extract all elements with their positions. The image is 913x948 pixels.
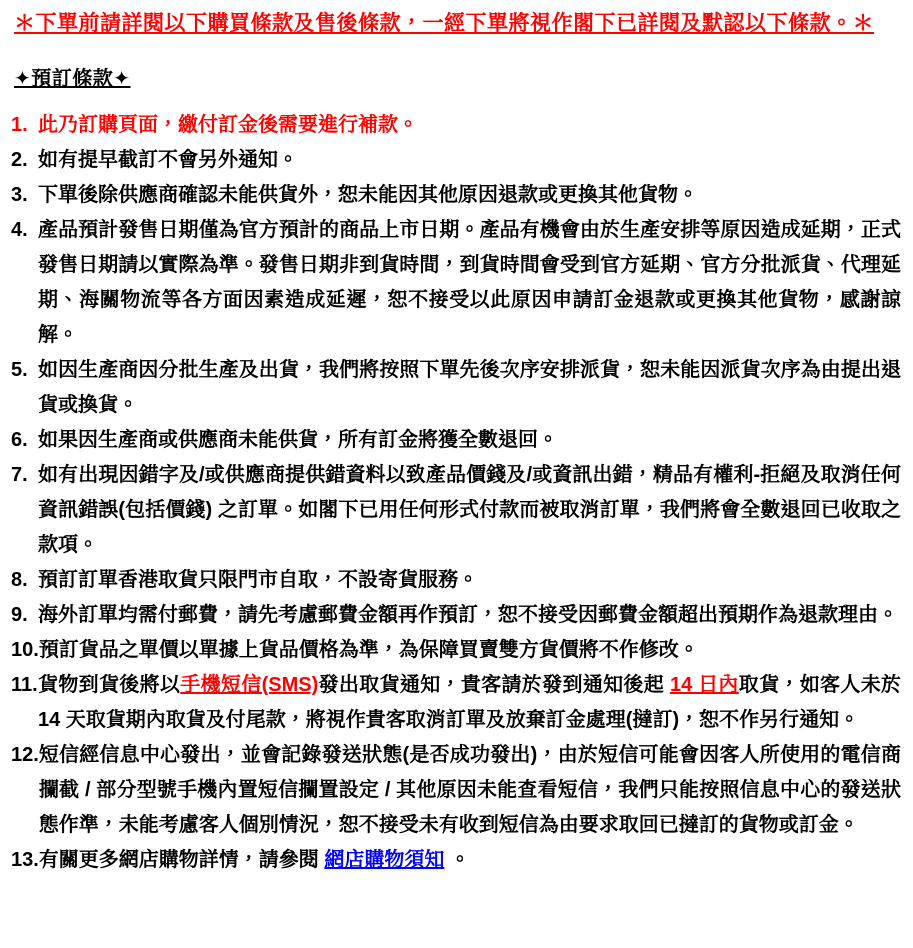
term-number: 2. [11,149,28,171]
term-item-2 [6,143,907,178]
term-text: 如有出現因錯字及/或供應商提供錯資料以致產品價錢及/或資訊出錯，精品有權利-拒絕及取消任何資訊錯誤(包括價錢) 之訂單。如閣下已用任何形式付款而被取消訂單，我們將會全數退回已收取之款項。 [38,464,901,556]
term-number: 8. [11,569,28,591]
pickup-deadline-highlight: 14 日內 [669,674,739,696]
term-text-segment: 取貨，如客人未於 14 天取貨期內取貨及付尾款，將視作貴客取消訂單及放棄訂金處理(撻訂)，恕不作另行通知。 [38,674,902,731]
term-item-12 [6,738,907,843]
terms-list [6,108,907,878]
term-item-5 [6,353,907,423]
term-text [38,668,907,738]
term-number: 5. [11,359,28,381]
term-number: 13. [11,849,39,871]
term-text: 短信經信息中心發出，並會記錄發送狀態(是否成功發出)，由於短信可能會因客人所使用的電信商攔截 / 部分型號手機內置短信攔置設定 / 其他原因未能查看短信，我們只能按照信息中心的發送狀態作準，未能考慮客人個別情況，恕不接受未有收到短信為由要求取回已撻訂的貨物或訂金。 [38,744,901,836]
term-item-8 [6,563,907,598]
term-text-segment: 貨物到貨後將以 [38,674,181,696]
term-item-4 [6,213,907,353]
term-text-segment: 。 [444,849,470,871]
sms-notice-highlight: 手機短信(SMS) [180,674,319,696]
term-text: 預訂訂單香港取貨只限門市自取，不設寄貨服務。 [38,569,478,591]
term-item-13 [6,843,907,878]
term-item-7 [6,458,907,563]
term-number: 12. [11,744,39,766]
term-item-1 [6,108,907,143]
term-item-3 [6,178,907,213]
section-title-row [14,62,907,91]
term-number: 1. [11,114,28,136]
term-number: 3. [11,184,28,206]
term-text: 如有提早截訂不會另外通知。 [38,149,298,171]
term-item-10 [6,633,907,668]
term-number: 7. [11,464,28,486]
term-text: 預訂貨品之單價以單據上貨品價格為準，為保障買賣雙方貨價將不作修改。 [38,639,699,661]
term-text: 如果因生產商或供應商未能供貨，所有訂金將獲全數退回。 [38,429,558,451]
term-text-segment: 發出取貨通知，貴客請於發到通知後起 [318,674,670,696]
term-item-6 [6,423,907,458]
term-number: 9. [11,604,28,626]
term-text: 此乃訂購頁面，繳付訂金後需要進行補款。 [38,114,418,136]
term-text: 如因生產商因分批生產及出貨，我們將按照下單先後次序安排派貨，恕未能因派貨次序為由提出退貨或換貨。 [38,359,901,416]
term-text: 產品預計發售日期僅為官方預計的商品上市日期。產品有機會由於生產安排等原因造成延期，正式發售日期請以實際為準。發售日期非到貨時間，到貨時間會受到官方延期、官方分批派貨、代理延期、海關物流等各方面因素造成延遲，恕不接受以此原因申請訂金退款或更換其他貨物，感謝諒解。 [38,219,901,346]
term-text: 海外訂單均需付郵費，請先考慮郵費金額再作預訂，恕不接受因郵費金額超出預期作為退款理由。 [38,604,898,626]
term-item-11 [6,668,907,738]
section-title-preorder-terms: ✦預訂條款✦ [14,68,131,90]
term-number: 11. [11,674,38,696]
term-number: 6. [11,429,28,451]
shop-guide-link[interactable]: 網店購物須知 [324,849,445,871]
term-text [39,843,907,878]
term-text: 下單後除供應商確認未能供貨外，恕未能因其他原因退款或更換其他貨物。 [38,184,698,206]
term-number: 4. [11,219,28,241]
term-item-9 [6,598,907,633]
term-number: 10. [11,639,39,661]
term-text-segment: 有關更多網店購物詳情，請參閱 [38,849,325,871]
preorder-warning-banner: ＊下單前請詳閱以下購買條款及售後條款，一經下單將視作閣下已詳閱及默認以下條款。＊ [14,12,874,35]
